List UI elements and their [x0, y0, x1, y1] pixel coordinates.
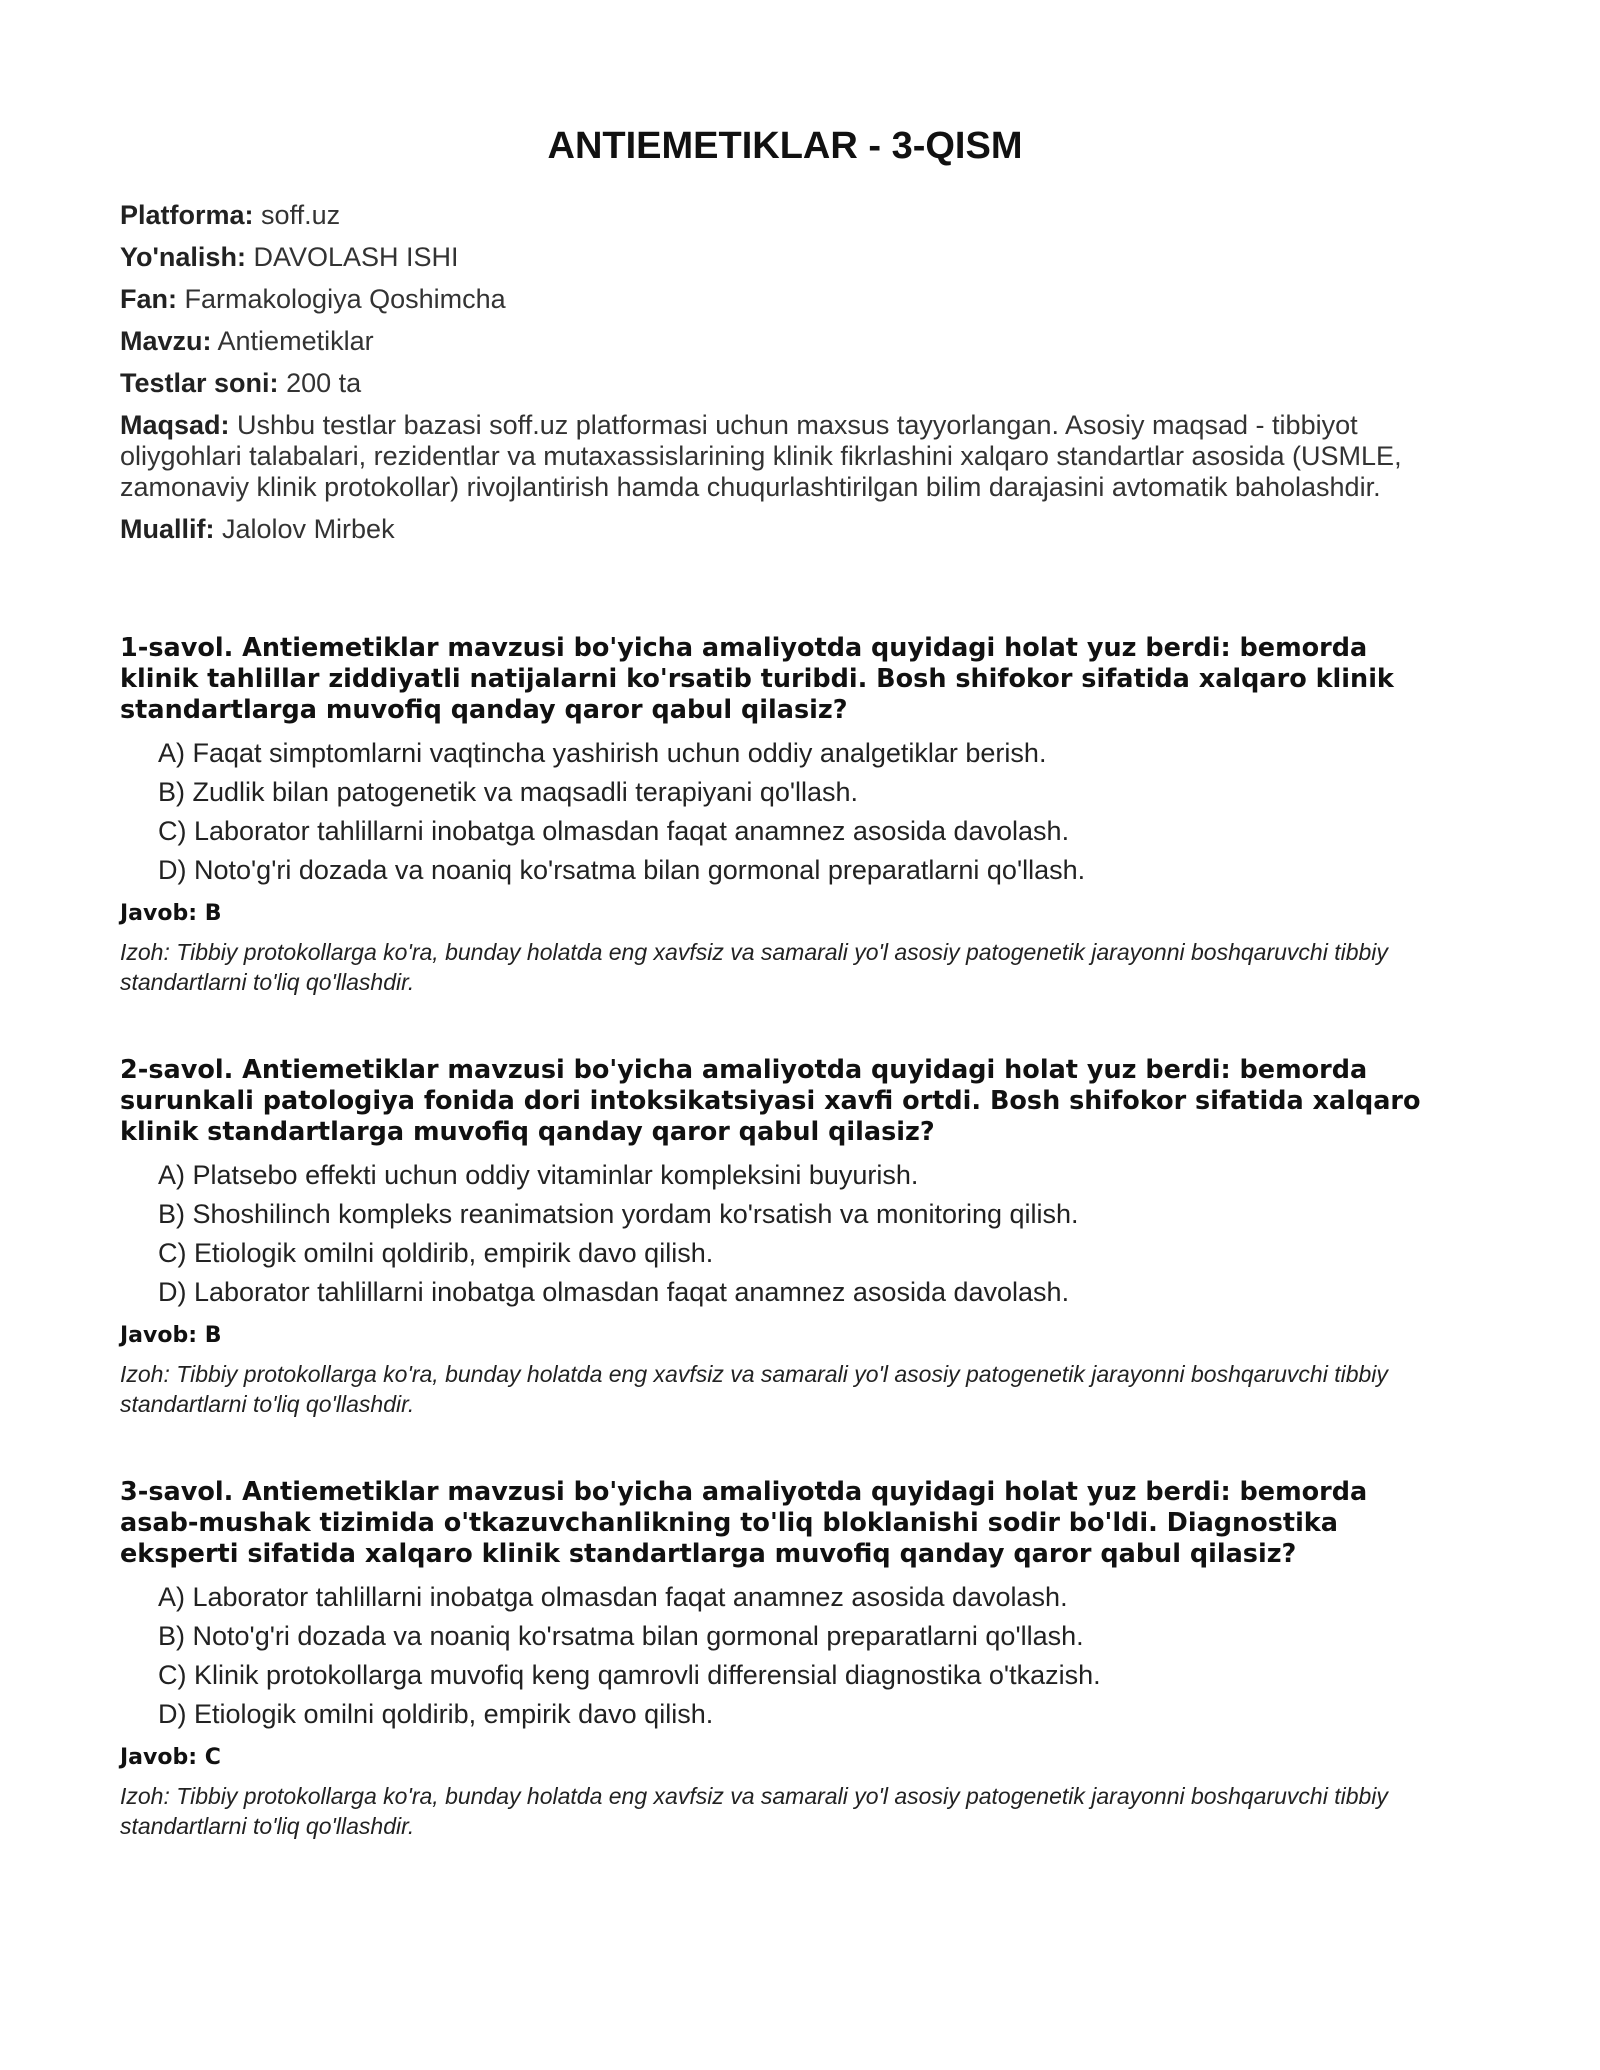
meta-label: Yo'nalish:: [120, 242, 246, 272]
meta-subject: [120, 284, 1450, 315]
answer-options: [120, 1582, 1450, 1730]
correct-answer: Javob: B: [120, 901, 222, 926]
meta-purpose: [120, 410, 1450, 503]
meta-value: Ushbu testlar bazasi soff.uz platformasi uchun maxsus tayyorlangan. Asosiy maqsad - tibbiyot oliygohlari talabalari, rezidentlar va mutaxassislarining klinik fikrlashini xalqaro standartlar asosida (USMLE, zamonaviy klinik protokollar) rivojlantirish hamda chuqurlashtirilgan bilim darajasini avtomatik baholashdir.: [120, 410, 1402, 502]
meta-value: 200 ta: [286, 368, 362, 398]
option-d: D) Etiologik omilni qoldirib, empirik davo qilish.: [158, 1699, 714, 1729]
meta-value: DAVOLASH ISHI: [253, 242, 459, 272]
explanation-note: Izoh: Tibbiy protokollarga ko'ra, bunday holatda eng xavfsiz va samarali yo'l asosiy patogenetik jarayonni boshqaruvchi tibbiy standartlarni to'liq qo'llashdir.: [120, 939, 1388, 995]
option-a: A) Faqat simptomlarni vaqtincha yashirish uchun oddiy analgetiklar berish.: [158, 738, 1047, 768]
option-a: A) Laborator tahlillarni inobatga olmasdan faqat anamnez asosida davolash.: [158, 1582, 1068, 1612]
correct-answer: Javob: C: [120, 1745, 221, 1770]
meta-label: Mavzu:: [120, 326, 212, 356]
option-b: B) Noto'g'ri dozada va noaniq ko'rsatma bilan gormonal preparatlarni qo'llash.: [158, 1621, 1084, 1651]
question-list: [120, 633, 1450, 1841]
meta-label: Testlar soni:: [120, 368, 279, 398]
option-c: C) Klinik protokollarga muvofiq keng qamrovli differensial diagnostika o'tkazish.: [158, 1660, 1101, 1690]
option-a: A) Platsebo effekti uchun oddiy vitaminlar kompleksini buyurish.: [158, 1160, 919, 1190]
answer-options: [120, 1160, 1450, 1308]
option-d: D) Laborator tahlillarni inobatga olmasdan faqat anamnez asosida davolash.: [158, 1277, 1070, 1307]
meta-label: Platforma:: [120, 200, 254, 230]
meta-label: Fan:: [120, 284, 177, 314]
meta-label: Maqsad:: [120, 410, 230, 440]
option-c: C) Laborator tahlillarni inobatga olmasdan faqat anamnez asosida davolash.: [158, 816, 1070, 846]
option-c: C) Etiologik omilni qoldirib, empirik davo qilish.: [158, 1238, 714, 1268]
question-text: 2-savol. Antiemetiklar mavzusi bo'yicha amaliyotda quyidagi holat yuz berdi: bemorda surunkali patologiya fonida dori intoksikatsiyasi xavfi ortdi. Bosh shifokor sifatida xalqaro klinik standartlarga muvofiq qanday qaror qabul qilasiz?: [120, 1055, 1421, 1147]
meta-author: [120, 514, 1450, 545]
option-b: B) Shoshilinch kompleks reanimatsion yordam ko'rsatish va monitoring qilish.: [158, 1199, 1079, 1229]
answer-options: [120, 738, 1450, 886]
question-text: 3-savol. Antiemetiklar mavzusi bo'yicha amaliyotda quyidagi holat yuz berdi: bemorda asab-mushak tizimida o'tkazuvchanlikning to'liq bloklanishi sodir bo'ldi. Diagnostika eksperti sifatida xalqaro klinik standartlarga muvofiq qanday qaror qabul qilasiz?: [120, 1477, 1368, 1569]
meta-topic: [120, 326, 1450, 357]
meta-value: Jalolov Mirbek: [222, 514, 395, 544]
meta-test-count: [120, 368, 1450, 399]
option-b: B) Zudlik bilan patogenetik va maqsadli terapiyani qo'llash.: [158, 777, 859, 807]
meta-value: Farmakologiya Qoshimcha: [184, 284, 506, 314]
meta-value: Antiemetiklar: [217, 326, 374, 356]
explanation-note: Izoh: Tibbiy protokollarga ko'ra, bunday holatda eng xavfsiz va samarali yo'l asosiy patogenetik jarayonni boshqaruvchi tibbiy standartlarni to'liq qo'llashdir.: [120, 1783, 1388, 1839]
question-2: [120, 1055, 1450, 1419]
option-d: D) Noto'g'ri dozada va noaniq ko'rsatma bilan gormonal preparatlarni qo'llash.: [158, 855, 1086, 885]
explanation-note: Izoh: Tibbiy protokollarga ko'ra, bunday holatda eng xavfsiz va samarali yo'l asosiy patogenetik jarayonni boshqaruvchi tibbiy standartlarni to'liq qo'llashdir.: [120, 1361, 1388, 1417]
meta-direction: [120, 242, 1450, 273]
correct-answer: Javob: B: [120, 1323, 222, 1348]
meta-platform: [120, 200, 1450, 231]
question-3: [120, 1477, 1450, 1841]
document-title: ANTIEMETIKLAR - 3-QISM: [547, 125, 1023, 167]
question-text: 1-savol. Antiemetiklar mavzusi bo'yicha amaliyotda quyidagi holat yuz berdi: bemorda klinik tahlillar ziddiyatli natijalarni ko'rsatib turibdi. Bosh shifokor sifatida xalqaro klinik standartlarga muvofiq qanday qaror qabul qilasiz?: [120, 633, 1394, 725]
document-page: [120, 118, 1450, 1899]
document-meta: [120, 200, 1450, 545]
question-1: [120, 633, 1450, 997]
meta-label: Muallif:: [120, 514, 215, 544]
meta-value: soff.uz: [261, 200, 341, 230]
